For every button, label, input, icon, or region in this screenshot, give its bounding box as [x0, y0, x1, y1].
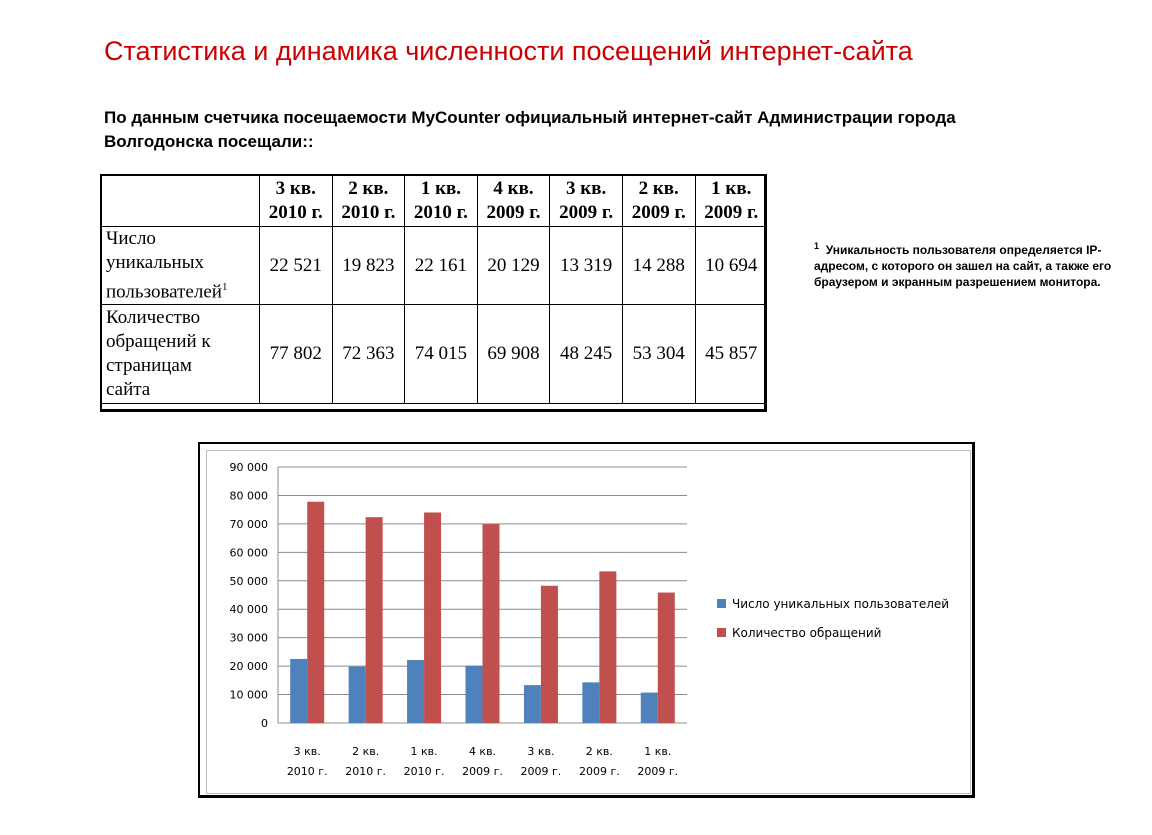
legend-swatch [717, 628, 726, 637]
column-header-quarter: 1 кв. [711, 178, 752, 199]
bar [424, 512, 441, 723]
table-cell: 14 288 [622, 227, 695, 305]
column-header-quarter: 3 кв. [275, 178, 316, 199]
column-header-year: 2010 г. [341, 202, 396, 223]
bar [349, 667, 366, 723]
x-tick-label: 1 кв. [410, 745, 438, 758]
x-tick-label: 2010 г. [286, 765, 328, 778]
column-header [477, 176, 550, 227]
y-tick-label: 50 000 [229, 574, 268, 588]
stats-table [102, 176, 767, 404]
footnote-text: Уникальность пользователя определяется IP-адресом, с которого он зашел на сайт, а также его браузером и экранным разрешением монитора. [814, 243, 1112, 289]
bar [641, 693, 658, 723]
y-tick-label: 70 000 [229, 517, 268, 531]
row-header-line: Количество [106, 307, 201, 329]
x-tick-label: 2009 г. [637, 765, 679, 778]
column-header-year: 2009 г. [631, 202, 686, 223]
column-header-year: 2010 г. [413, 202, 468, 223]
table-cell: 48 245 [550, 305, 623, 404]
row-header-line: уникальных [106, 252, 204, 273]
table-cell: 53 304 [622, 305, 695, 404]
y-tick-label: 30 000 [229, 631, 268, 645]
x-tick-label: 2009 г. [462, 765, 503, 778]
table-cell: 19 823 [332, 227, 405, 305]
bar [541, 586, 558, 723]
x-tick-label: 3 кв. [527, 745, 555, 758]
row-header-line: сайта [106, 379, 151, 401]
bar [466, 666, 483, 723]
column-header-quarter: 4 кв. [493, 178, 534, 199]
table-cell: 13 319 [550, 227, 623, 305]
x-tick-label: 2009 г. [520, 765, 562, 778]
table-cell: 22 161 [405, 227, 478, 305]
y-tick-label: 90 000 [229, 461, 268, 474]
column-header-year: 2009 г. [486, 202, 541, 223]
y-tick-label: 40 000 [229, 603, 268, 617]
column-header-year: 2010 г. [268, 202, 323, 223]
page-subtitle: По данным счетчика посещаемости MyCounter официальный интернет-сайт Администрации города Волгодонска посещали:: [104, 108, 956, 151]
table-cell: 74 015 [405, 305, 478, 404]
column-header [405, 176, 478, 227]
bar [307, 502, 324, 723]
column-header [695, 176, 767, 227]
bar [524, 685, 541, 723]
column-header [622, 176, 695, 227]
y-tick-label: 60 000 [229, 546, 268, 560]
x-tick-label: 2010 г. [345, 765, 387, 778]
footnote [814, 238, 1134, 290]
table-cell: 22 521 [259, 227, 332, 305]
column-header [550, 176, 623, 227]
x-tick-label: 2 кв. [585, 745, 613, 758]
table-cell: 77 802 [259, 305, 332, 404]
page-title: Статистика и динамика численности посещений интернет-сайта [104, 36, 913, 66]
row-header [102, 227, 259, 305]
row-header-line: пользователей [106, 281, 222, 303]
table-cell: 72 363 [332, 305, 405, 404]
table-row [102, 227, 767, 305]
footnote-mark: 1 [814, 241, 820, 251]
row-header [102, 305, 259, 404]
table-cell: 69 908 [477, 305, 550, 404]
x-tick-label: 2009 г. [578, 765, 620, 778]
column-header-quarter: 1 кв. [420, 178, 462, 199]
x-tick-label: 2010 г. [403, 765, 445, 778]
bar [599, 571, 616, 723]
row-header-line: Число [106, 228, 156, 249]
footnote-reference: 1 [221, 281, 228, 293]
x-tick-label: 1 кв. [644, 745, 672, 758]
column-header-quarter: 3 кв. [566, 178, 607, 199]
legend-label: Количество обращений [732, 626, 882, 640]
row-header-line: обращений к [106, 331, 211, 353]
legend-swatch [717, 599, 726, 608]
column-header-quarter: 2 кв. [348, 178, 389, 199]
column-header-year: 2009 г. [704, 202, 759, 223]
column-header [332, 176, 405, 227]
table-cell: 45 857 [695, 305, 767, 404]
bar [366, 517, 383, 723]
column-header-year: 2009 г. [559, 202, 614, 223]
column-header-quarter: 2 кв. [638, 178, 679, 199]
table-row [102, 305, 767, 404]
bar [407, 660, 424, 723]
bar [290, 659, 307, 723]
x-tick-label: 4 кв. [468, 745, 497, 758]
legend-label: Число уникальных пользователей [732, 597, 950, 611]
bar-chart [207, 451, 970, 793]
y-tick-label: 10 000 [229, 688, 268, 702]
column-header [259, 176, 332, 227]
row-header-line: страницам [106, 355, 192, 377]
y-tick-label: 20 000 [229, 660, 268, 674]
table-cell: 10 694 [695, 227, 767, 305]
y-tick-label: 80 000 [229, 489, 268, 503]
chart-frame [198, 442, 975, 798]
x-tick-label: 2 кв. [352, 745, 380, 758]
bar [582, 682, 599, 723]
table-cell: 20 129 [477, 227, 550, 305]
table-corner-cell [102, 176, 259, 227]
y-tick-label: 0 [261, 717, 268, 730]
x-tick-label: 3 кв. [293, 745, 321, 758]
stats-table-frame [100, 174, 767, 412]
chart-area [206, 450, 971, 794]
bar [658, 593, 675, 723]
bar [483, 524, 500, 723]
